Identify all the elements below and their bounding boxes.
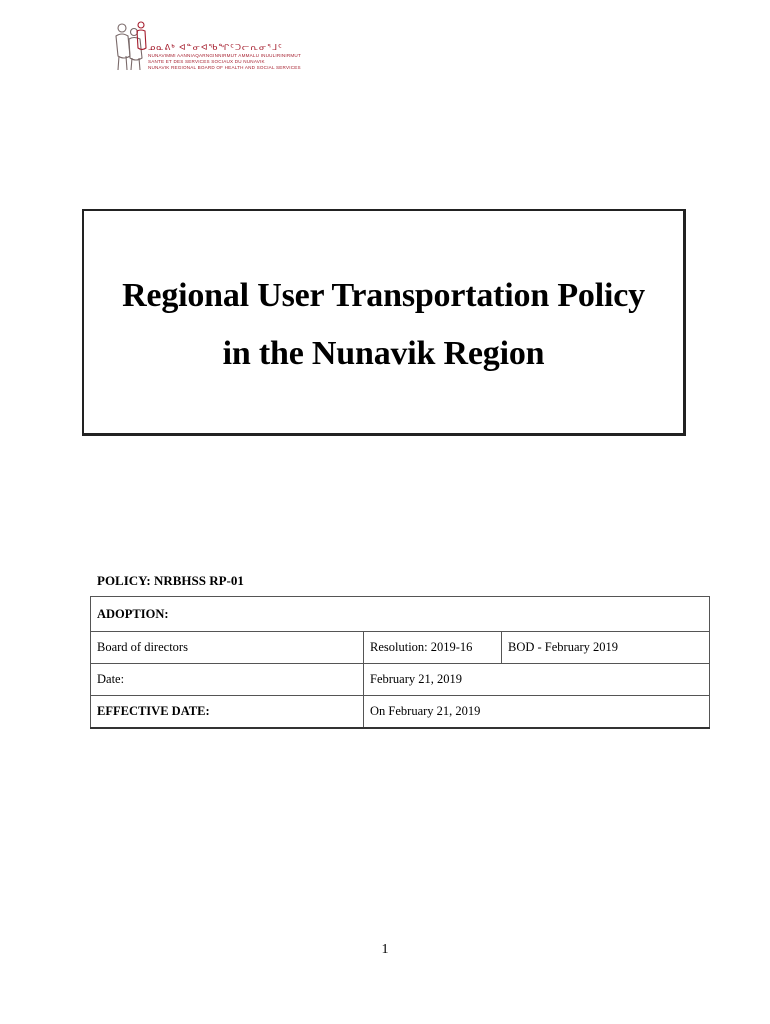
effective-date-label-cell: EFFECTIVE DATE: — [91, 696, 364, 729]
resolution-cell: Resolution: 2019-16 — [364, 632, 502, 664]
adoption-header: ADOPTION: — [91, 597, 710, 632]
logo-text-line: NUNAVIK REGIONAL BOARD OF HEALTH AND SOCIAL SERVICES — [148, 65, 301, 70]
effective-date-value-cell: On February 21, 2019 — [364, 696, 710, 729]
policy-number: POLICY: NRBHSS RP-01 — [97, 573, 244, 588]
document-title-line-1: Regional User Transportation Policy — [122, 277, 645, 314]
date-label-cell: Date: — [91, 664, 364, 696]
title-box — [82, 209, 686, 436]
organization-logo — [112, 20, 301, 72]
bod-cell: BOD - February 2019 — [502, 632, 710, 664]
table-row — [91, 632, 710, 664]
logo-text-line: NUNAVIMMI AANNIAQARNGINNIRMUT AMMALU INUULIRINIRMUT — [148, 53, 301, 58]
table-row — [91, 597, 710, 632]
table-row — [91, 664, 710, 696]
logo-syllabics-text: ᓄᓇᕕᒃ ᐊᓐᓂᐊᖃᖏᑦᑐᓕᕆᓂᕐᒧᑦ — [148, 42, 283, 52]
page-number: 1 — [381, 942, 389, 957]
document-title-line-2: in the Nunavik Region — [222, 335, 545, 372]
adoption-table — [90, 596, 710, 729]
logo-figures-icon — [112, 20, 148, 72]
logo-text-line: SANTE ET DES SERVICES SOCIAUX DU NUNAVIK — [148, 59, 265, 64]
board-label-cell: Board of directors — [91, 632, 364, 664]
table-row — [91, 696, 710, 729]
date-value-cell: February 21, 2019 — [364, 664, 710, 696]
